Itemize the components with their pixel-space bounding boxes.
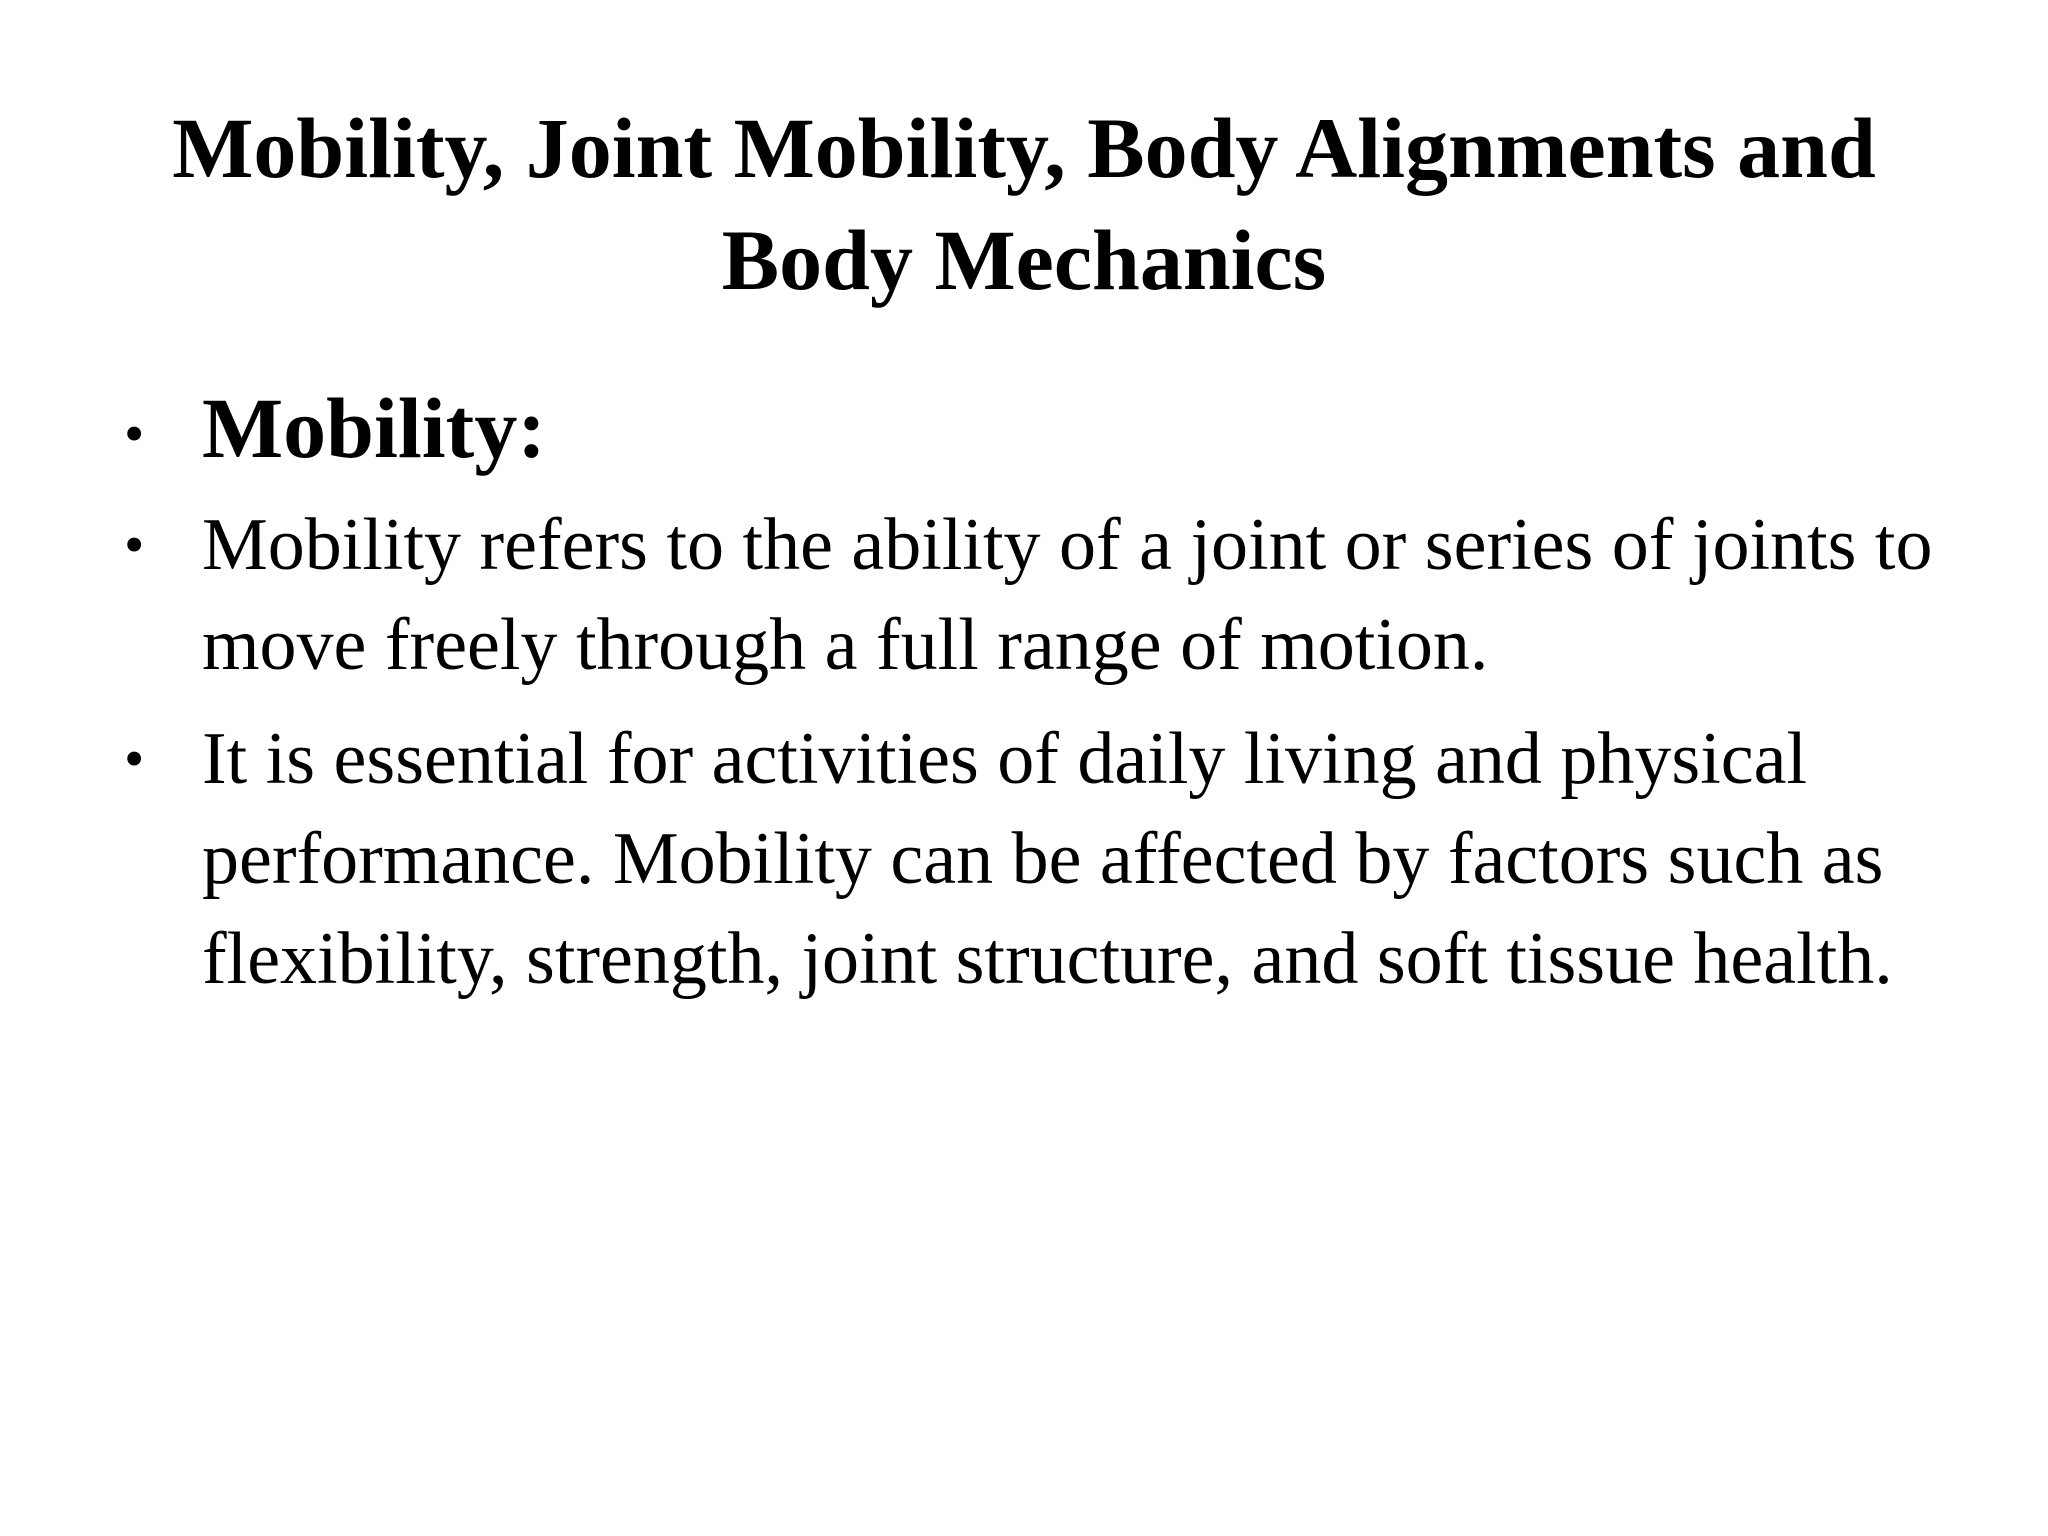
bullet-text: Mobility: [202, 380, 546, 476]
bullet-dot-icon: • [124, 726, 145, 791]
bullet-list [120, 375, 1960, 1023]
bullet-item-importance [120, 709, 1960, 1009]
bullet-dot-icon: • [124, 512, 145, 577]
bullet-item-mobility-heading [120, 375, 1960, 481]
bullet-text: It is essential for activities of daily living and physical performance. Mobility can be affected by factors such as flexibility, strength, joint structure, and soft tissue health. [202, 718, 1893, 1000]
bullet-item-definition [120, 495, 1960, 695]
slide-title: Mobility, Joint Mobility, Body Alignments and Body Mechanics [172, 100, 1876, 308]
bullet-text: Mobility refers to the ability of a joint or series of joints to move freely through a full range of motion. [202, 504, 1933, 686]
bullet-dot-icon: • [124, 401, 145, 466]
